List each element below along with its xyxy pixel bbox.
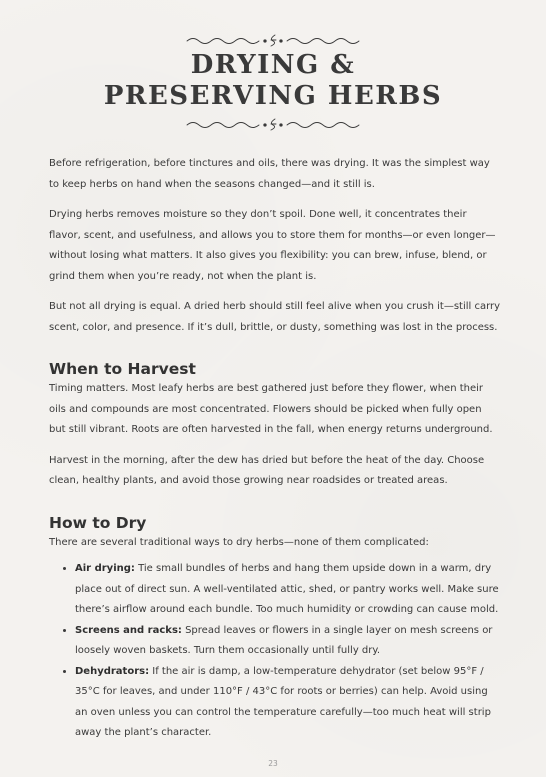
list-item-text: Spread leaves or flowers in a single layer on mesh screens or loosely woven baskets. Turn them occasionally until fully dry. (75, 624, 493, 656)
intro-paragraph-3: But not all drying is equal. A dried herb should still feel alive when you crush it—still carry scent, color, and presence. If it’s dull, brittle, or dusty, something was lost in the process. (49, 301, 501, 333)
title-line-2: PRESERVING HERBS (103, 81, 443, 111)
harvest-paragraph-1: Timing matters. Most leafy herbs are best gathered just before they flower, when their oils and compounds are most concentrated. Flowers should be picked when fully open but still vibrant. Roots are often harvested in the fall, when energy returns underground. (49, 383, 493, 435)
list-item-text: If the air is damp, a low-temperature dehydrator (set below 95°F / 35°C for leaves, and under 110°F / 43°C for roots or berries) can help. Avoid using an oven unless you can control the temperature carefully—too much heat will strip away the plant’s character. (75, 665, 491, 738)
list-item-label: Air drying: (75, 563, 135, 574)
list-item-air-drying (75, 559, 501, 621)
list-item-text: Tie small bundles of herbs and hang them upside down in a warm, dry place out of direct sun. A well-ventilated attic, shed, or pantry works well. Make sure there’s airflow around each bundle. Too much humidity or crowding can cause mold. (75, 563, 499, 615)
section-heading-how-to-dry: How to Dry (49, 513, 147, 532)
list-item-screens-racks (75, 621, 501, 662)
flourish-icon (183, 118, 363, 132)
body-text (49, 154, 501, 744)
intro-paragraph-1: Before refrigeration, before tinctures and oils, there was drying. It was the simplest way to keep herbs on hand when the seasons changed—and it still is. (49, 158, 490, 190)
harvest-paragraph-2: Harvest in the morning, after the dew has dried but before the heat of the day. Choose clean, healthy plants, and avoid those growing near roadsides or treated areas. (49, 454, 485, 486)
list-item-label: Screens and racks: (75, 624, 182, 636)
intro-paragraph-2: Drying herbs removes moisture so they don’t spoil. Done well, it concentrates their flavor, scent, and usefulness, and allows you to store them for months—or even longer—without losing what matters. It also gives you flexibility: you can brew, infuse, blend, or grind them when you’re ready, not when the plant is. (49, 209, 496, 282)
page-number: 23 (268, 759, 278, 768)
list-item-label: Dehydrators: (75, 665, 150, 677)
bottom-flourish-ornament (0, 118, 546, 132)
flourish-icon (183, 33, 363, 47)
title-line-1: DRYING & (190, 50, 356, 80)
how-to-dry-lead: There are several traditional ways to dry herbs—none of them complicated: (49, 536, 429, 548)
section-heading-harvest: When to Harvest (49, 360, 196, 378)
drying-methods-list (49, 559, 501, 744)
page-title (0, 50, 546, 112)
list-item-dehydrators (75, 662, 501, 744)
top-flourish-ornament (0, 33, 546, 47)
